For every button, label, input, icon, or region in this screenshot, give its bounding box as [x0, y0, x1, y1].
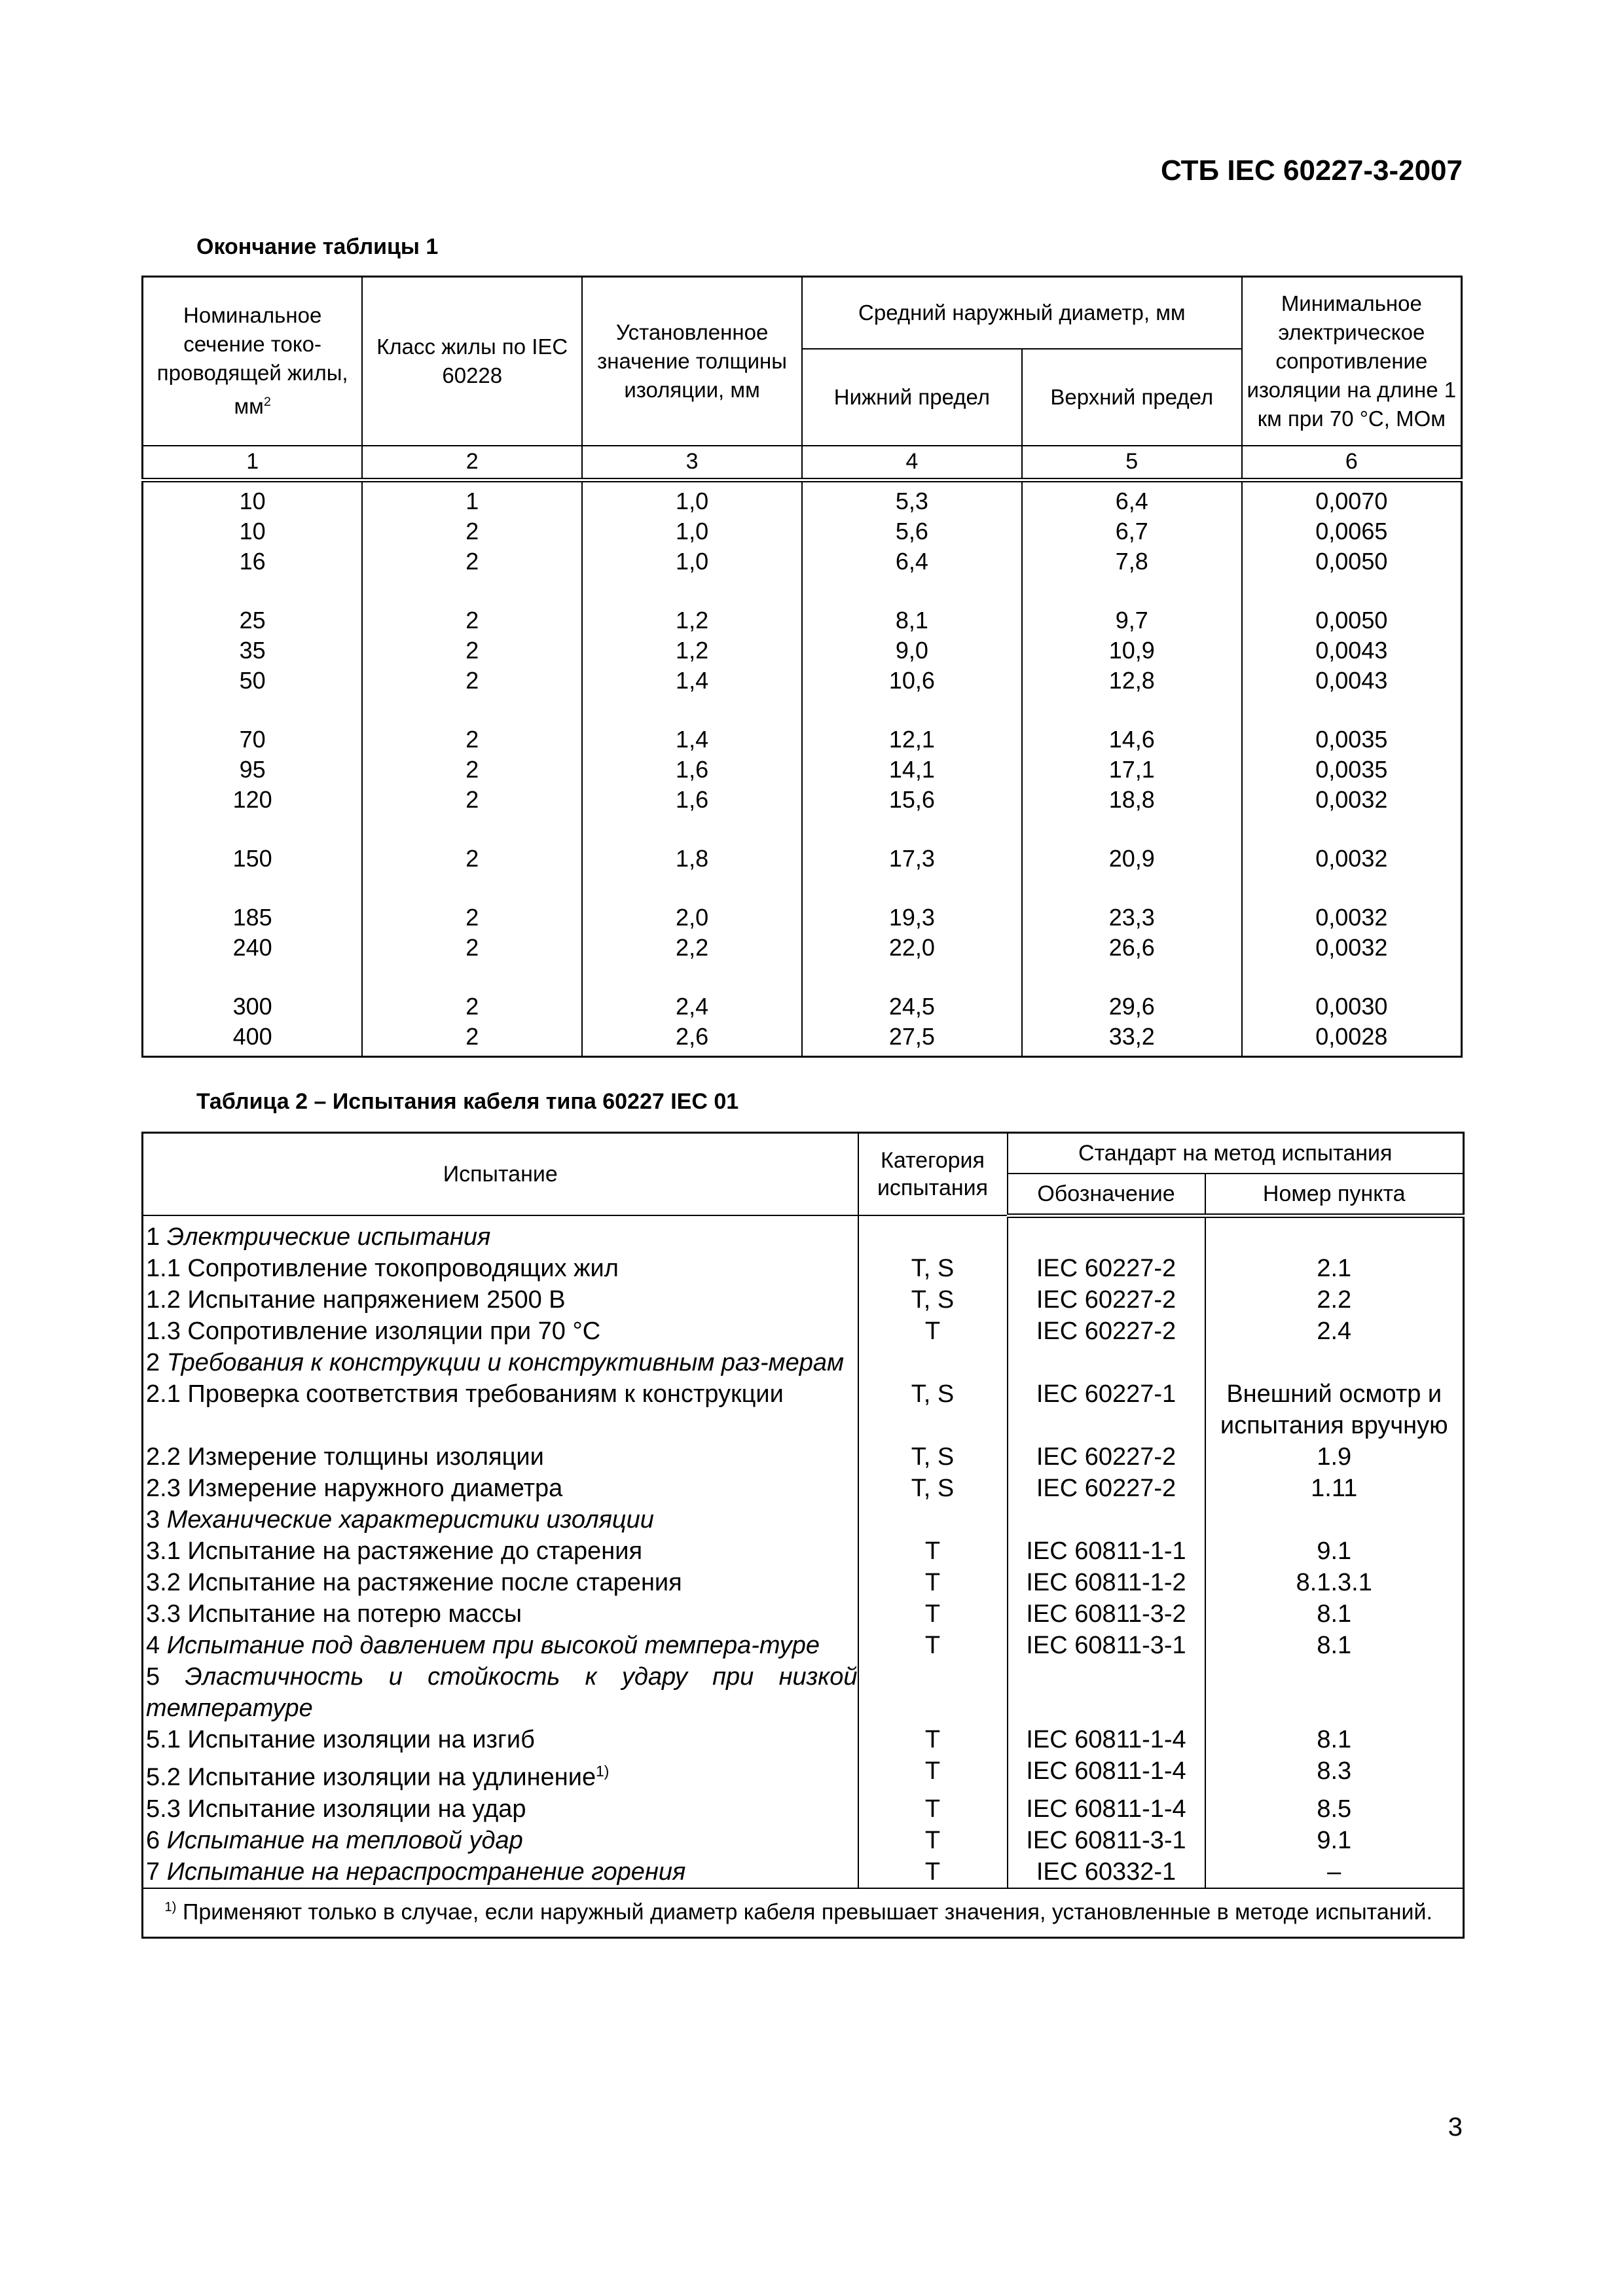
test-number: 5.2: [146, 1763, 181, 1791]
table-row: [143, 1473, 1464, 1504]
column-number: 2: [362, 446, 582, 480]
cell-conductor-class: 2: [362, 963, 582, 1022]
header-standard: Стандарт на метод испытания: [1008, 1133, 1464, 1174]
table-row: [143, 480, 1462, 516]
test-name: Механические характеристики изоляции: [166, 1506, 654, 1534]
cell-insulation-resistance: 0,0030: [1242, 963, 1462, 1022]
table-row: [143, 815, 1462, 874]
cell-conductor-class: 2: [362, 815, 582, 874]
cell-designation: [1008, 1661, 1205, 1724]
cell-conductor-class: 2: [362, 874, 582, 933]
cell-designation: IEC 60811-3-2: [1008, 1598, 1205, 1630]
cell-clause: 2.1: [1205, 1253, 1464, 1284]
table-row: [143, 1284, 1464, 1316]
header-conductor-class: Класс жилы по IEC 60228: [362, 277, 582, 446]
cell-insulation-resistance: 0,0050: [1242, 547, 1462, 577]
cell-lower-limit: 9,0: [802, 636, 1022, 666]
test-name: Сопротивление изоляции при 70 °С: [187, 1318, 601, 1345]
cell-insulation-thickness: 1,4: [582, 666, 802, 696]
cell-lower-limit: 14,1: [802, 755, 1022, 785]
cell-test: [143, 1598, 858, 1630]
cell-conductor-class: 2: [362, 577, 582, 636]
cell-test: [143, 1724, 858, 1755]
cell-conductor-class: 1: [362, 480, 582, 516]
column-numbers-row: [143, 446, 1462, 480]
table-row: [143, 963, 1462, 1022]
cell-category: T: [858, 1567, 1008, 1598]
cell-clause: –: [1205, 1856, 1464, 1888]
cell-lower-limit: 17,3: [802, 815, 1022, 874]
cell-category: T, S: [858, 1473, 1008, 1504]
table1-caption: Окончание таблицы 1: [196, 234, 439, 259]
cell-cross-section: 95: [143, 755, 363, 785]
cell-insulation-thickness: 2,4: [582, 963, 802, 1022]
cell-upper-limit: 17,1: [1022, 755, 1242, 785]
test-number: 3: [146, 1506, 160, 1534]
cell-cross-section: 10: [143, 516, 363, 547]
cell-designation: IEC 60227-2: [1008, 1316, 1205, 1347]
test-number: 3.2: [146, 1569, 181, 1596]
cell-insulation-thickness: 1,6: [582, 785, 802, 815]
test-name: Испытание на растяжение после старения: [187, 1569, 682, 1596]
cell-test: [143, 1347, 858, 1378]
column-number: 3: [582, 446, 802, 480]
cell-insulation-thickness: 2,6: [582, 1022, 802, 1057]
cell-conductor-class: 2: [362, 636, 582, 666]
cell-test: [143, 1473, 858, 1504]
footnote-ref: 1): [596, 1763, 610, 1780]
cell-test: [143, 1793, 858, 1825]
cell-lower-limit: 12,1: [802, 696, 1022, 755]
table-row: [143, 1793, 1464, 1825]
test-name: Испытание напряжением 2500 В: [187, 1286, 566, 1314]
test-number: 2.1: [146, 1380, 181, 1408]
test-name: Испытание под давлением при высокой темпера-туре: [166, 1632, 820, 1659]
cell-category: T, S: [858, 1441, 1008, 1473]
table-row: [143, 1504, 1464, 1535]
cell-clause: Внешний осмотр и испытания вручную: [1205, 1378, 1464, 1441]
cell-insulation-thickness: 1,0: [582, 480, 802, 516]
cell-designation: IEC 60811-1-4: [1008, 1755, 1205, 1793]
header-clause: Номер пункта: [1205, 1174, 1464, 1216]
test-number: 5.3: [146, 1795, 181, 1823]
cell-lower-limit: 10,6: [802, 666, 1022, 696]
table-row: [143, 1661, 1464, 1724]
cell-lower-limit: 8,1: [802, 577, 1022, 636]
cell-conductor-class: 2: [362, 547, 582, 577]
table-row: [143, 1825, 1464, 1856]
page-number: 3: [1448, 2113, 1463, 2142]
table-row: [143, 1347, 1464, 1378]
cell-test: [143, 1630, 858, 1661]
cell-clause: 8.1: [1205, 1724, 1464, 1755]
cell-upper-limit: 6,7: [1022, 516, 1242, 547]
test-name: Испытание изоляции на удлинение: [187, 1763, 596, 1791]
cell-designation: [1008, 1504, 1205, 1535]
table-row: [143, 933, 1462, 963]
test-number: 2.2: [146, 1443, 181, 1471]
header-insulation-resistance: Минимальное электрическое сопротивление изоляции на длине 1 км при 70 °С, МОм: [1242, 277, 1462, 446]
cell-insulation-thickness: 2,2: [582, 933, 802, 963]
column-number: 5: [1022, 446, 1242, 480]
cell-designation: IEC 60811-3-1: [1008, 1630, 1205, 1661]
cell-upper-limit: 33,2: [1022, 1022, 1242, 1057]
test-number: 5: [146, 1663, 160, 1691]
cell-insulation-thickness: 1,0: [582, 547, 802, 577]
test-name: Сопротивление токопроводящих жил: [187, 1255, 619, 1282]
cell-lower-limit: 19,3: [802, 874, 1022, 933]
cell-test: [143, 1316, 858, 1347]
table-row: [143, 666, 1462, 696]
cell-insulation-thickness: 1,8: [582, 815, 802, 874]
table-row: [143, 577, 1462, 636]
cell-lower-limit: 5,3: [802, 480, 1022, 516]
cell-category: T, S: [858, 1284, 1008, 1316]
cell-cross-section: 400: [143, 1022, 363, 1057]
cell-test: [143, 1378, 858, 1441]
header-designation: Обозначение: [1008, 1174, 1205, 1216]
test-number: 7: [146, 1857, 160, 1886]
cell-conductor-class: 2: [362, 1022, 582, 1057]
table-1: [141, 276, 1463, 1058]
cell-insulation-thickness: 1,0: [582, 516, 802, 547]
table-2: [141, 1132, 1465, 1939]
cell-category: T: [858, 1755, 1008, 1793]
cell-cross-section: 185: [143, 874, 363, 933]
cell-test: [143, 1535, 858, 1567]
header-lower-limit: Нижний предел: [802, 349, 1022, 446]
cell-designation: IEC 60811-1-4: [1008, 1724, 1205, 1755]
test-number: 5.1: [146, 1726, 181, 1753]
cell-test: [143, 1504, 858, 1535]
cell-cross-section: 240: [143, 933, 363, 963]
cell-insulation-thickness: 1,2: [582, 577, 802, 636]
table-row: [143, 1535, 1464, 1567]
cell-upper-limit: 29,6: [1022, 963, 1242, 1022]
cell-test: [143, 1567, 858, 1598]
cell-test: [143, 1755, 858, 1793]
test-name: Измерение толщины изоляции: [187, 1443, 544, 1471]
header-upper-limit: Верхний предел: [1022, 349, 1242, 446]
test-name: Испытание на нераспространение горения: [166, 1857, 686, 1886]
cell-cross-section: 70: [143, 696, 363, 755]
cell-clause: 2.2: [1205, 1284, 1464, 1316]
test-name: Проверка соответствия требованиям к конструкции: [187, 1380, 784, 1408]
cell-clause: [1205, 1347, 1464, 1378]
cell-upper-limit: 9,7: [1022, 577, 1242, 636]
cell-clause: 8.1.3.1: [1205, 1567, 1464, 1598]
table-row: [143, 1630, 1464, 1661]
cell-test: [143, 1856, 858, 1888]
table-row: [143, 516, 1462, 547]
cell-conductor-class: 2: [362, 785, 582, 815]
table-row: [143, 1316, 1464, 1347]
cell-insulation-resistance: 0,0065: [1242, 516, 1462, 547]
cell-upper-limit: 6,4: [1022, 480, 1242, 516]
table-row: [143, 696, 1462, 755]
cell-conductor-class: 2: [362, 696, 582, 755]
test-number: 6: [146, 1826, 160, 1854]
document-code: СТБ IEC 60227-3-2007: [1161, 154, 1463, 187]
table-row: [143, 1856, 1464, 1888]
header-category: Категория испытания: [858, 1133, 1008, 1216]
table-row: [143, 1215, 1464, 1253]
table-row: [143, 755, 1462, 785]
cell-clause: [1205, 1215, 1464, 1253]
cell-conductor-class: 2: [362, 666, 582, 696]
test-name: Эластичность и стойкость к удару при низкой температуре: [146, 1663, 858, 1722]
cell-test: [143, 1284, 858, 1316]
cell-insulation-thickness: 1,6: [582, 755, 802, 785]
cell-category: T, S: [858, 1378, 1008, 1441]
cell-cross-section: 300: [143, 963, 363, 1022]
test-name: Испытание изоляции на удар: [187, 1795, 526, 1823]
cell-test: [143, 1661, 858, 1724]
cell-clause: [1205, 1504, 1464, 1535]
column-number: 6: [1242, 446, 1462, 480]
test-name: Электрические испытания: [166, 1223, 491, 1251]
cell-clause: 8.3: [1205, 1755, 1464, 1793]
cell-upper-limit: 7,8: [1022, 547, 1242, 577]
cell-clause: 9.1: [1205, 1825, 1464, 1856]
cell-designation: IEC 60811-1-2: [1008, 1567, 1205, 1598]
cell-category: T: [858, 1856, 1008, 1888]
cell-lower-limit: 6,4: [802, 547, 1022, 577]
cell-designation: [1008, 1215, 1205, 1253]
cell-test: [143, 1215, 858, 1253]
table-row: [143, 547, 1462, 577]
cell-designation: IEC 60227-2: [1008, 1441, 1205, 1473]
footnote: [143, 1888, 1464, 1938]
table-row: [143, 1724, 1464, 1755]
cell-test: [143, 1441, 858, 1473]
cell-designation: IEC 60227-2: [1008, 1473, 1205, 1504]
test-number: 1.3: [146, 1318, 181, 1345]
cell-clause: 1.9: [1205, 1441, 1464, 1473]
table2-caption: Таблица 2 – Испытания кабеля типа 60227 IEC 01: [196, 1089, 739, 1114]
cell-category: T, S: [858, 1253, 1008, 1284]
cell-lower-limit: 24,5: [802, 963, 1022, 1022]
cell-lower-limit: 22,0: [802, 933, 1022, 963]
cell-cross-section: 10: [143, 480, 363, 516]
test-number: 1: [146, 1223, 160, 1251]
cell-cross-section: 16: [143, 547, 363, 577]
test-number: 3.1: [146, 1537, 181, 1565]
cell-category: [858, 1347, 1008, 1378]
cell-insulation-resistance: 0,0043: [1242, 666, 1462, 696]
table-row: [143, 1378, 1464, 1441]
cell-category: T: [858, 1316, 1008, 1347]
table-row: [143, 1441, 1464, 1473]
cell-insulation-resistance: 0,0050: [1242, 577, 1462, 636]
table-row: [143, 636, 1462, 666]
cell-category: [858, 1661, 1008, 1724]
cell-clause: 1.11: [1205, 1473, 1464, 1504]
test-number: 1.2: [146, 1286, 181, 1314]
cell-conductor-class: 2: [362, 516, 582, 547]
cell-clause: 2.4: [1205, 1316, 1464, 1347]
cell-designation: IEC 60811-3-1: [1008, 1825, 1205, 1856]
header-mean-diameter: Средний наружный диаметр, мм: [802, 277, 1242, 349]
cell-insulation-resistance: 0,0032: [1242, 785, 1462, 815]
header-cross-section: Номинальное сечение токо-проводящей жилы, $мм^2$: [143, 277, 363, 446]
cell-insulation-thickness: 1,2: [582, 636, 802, 666]
table-row: [143, 1253, 1464, 1284]
cell-upper-limit: 23,3: [1022, 874, 1242, 933]
test-name: Требования к конструкции и конструктивным раз-мерам: [166, 1349, 845, 1376]
cell-upper-limit: 10,9: [1022, 636, 1242, 666]
table-row: [143, 1022, 1462, 1057]
cell-insulation-resistance: 0,0043: [1242, 636, 1462, 666]
header-test: Испытание: [143, 1133, 858, 1216]
cell-designation: IEC 60332-1: [1008, 1856, 1205, 1888]
test-name: Испытание на потерю массы: [187, 1600, 522, 1628]
table-row: [143, 785, 1462, 815]
cell-designation: IEC 60227-1: [1008, 1378, 1205, 1441]
test-number: 3.3: [146, 1600, 181, 1628]
cell-insulation-resistance: 0,0035: [1242, 755, 1462, 785]
cell-cross-section: 120: [143, 785, 363, 815]
column-number: 1: [143, 446, 363, 480]
cell-cross-section: 50: [143, 666, 363, 696]
cell-clause: 8.5: [1205, 1793, 1464, 1825]
test-name: Испытание на растяжение до старения: [187, 1537, 643, 1565]
cell-category: [858, 1215, 1008, 1253]
test-name: Испытание изоляции на изгиб: [187, 1726, 535, 1753]
test-name: Испытание на тепловой удар: [166, 1826, 523, 1854]
cell-insulation-thickness: 1,4: [582, 696, 802, 755]
cell-category: T: [858, 1535, 1008, 1567]
footnote-text: Применяют только в случае, если наружный диаметр кабеля превышает значения, установленные в методе испытаний.: [182, 1899, 1432, 1924]
cell-category: T: [858, 1630, 1008, 1661]
cell-designation: IEC 60227-2: [1008, 1253, 1205, 1284]
cell-lower-limit: 27,5: [802, 1022, 1022, 1057]
test-number: 2: [146, 1349, 160, 1376]
cell-test: [143, 1825, 858, 1856]
cell-insulation-resistance: 0,0032: [1242, 815, 1462, 874]
cell-designation: IEC 60811-1-4: [1008, 1793, 1205, 1825]
cell-cross-section: 35: [143, 636, 363, 666]
cell-conductor-class: 2: [362, 933, 582, 963]
cell-upper-limit: 26,6: [1022, 933, 1242, 963]
cell-designation: IEC 60227-2: [1008, 1284, 1205, 1316]
cell-conductor-class: 2: [362, 755, 582, 785]
cell-designation: [1008, 1347, 1205, 1378]
cell-category: T: [858, 1724, 1008, 1755]
cell-cross-section: 25: [143, 577, 363, 636]
cell-clause: 8.1: [1205, 1598, 1464, 1630]
cell-insulation-resistance: 0,0032: [1242, 874, 1462, 933]
cell-clause: 9.1: [1205, 1535, 1464, 1567]
test-name: Измерение наружного диаметра: [187, 1475, 563, 1502]
cell-cross-section: 150: [143, 815, 363, 874]
cell-upper-limit: 18,8: [1022, 785, 1242, 815]
cell-insulation-resistance: 0,0028: [1242, 1022, 1462, 1057]
test-number: 1.1: [146, 1255, 181, 1282]
cell-insulation-thickness: 2,0: [582, 874, 802, 933]
test-number: 4: [146, 1632, 160, 1659]
column-number: 4: [802, 446, 1022, 480]
cell-clause: [1205, 1661, 1464, 1724]
cell-category: T: [858, 1793, 1008, 1825]
table-row: [143, 874, 1462, 933]
table-row: [143, 1567, 1464, 1598]
cell-upper-limit: 20,9: [1022, 815, 1242, 874]
cell-category: T: [858, 1825, 1008, 1856]
cell-upper-limit: 14,6: [1022, 696, 1242, 755]
header-insulation-thickness: Установленное значение толщины изоляции, мм: [582, 277, 802, 446]
cell-insulation-resistance: 0,0032: [1242, 933, 1462, 963]
cell-lower-limit: 15,6: [802, 785, 1022, 815]
table-row: [143, 1598, 1464, 1630]
cell-clause: 8.1: [1205, 1630, 1464, 1661]
cell-category: T: [858, 1598, 1008, 1630]
cell-insulation-resistance: 0,0070: [1242, 480, 1462, 516]
cell-test: [143, 1253, 858, 1284]
cell-category: [858, 1504, 1008, 1535]
cell-designation: IEC 60811-1-1: [1008, 1535, 1205, 1567]
cell-lower-limit: 5,6: [802, 516, 1022, 547]
cell-upper-limit: 12,8: [1022, 666, 1242, 696]
footnote-row: [143, 1888, 1464, 1938]
table-row: [143, 1755, 1464, 1793]
cell-insulation-resistance: 0,0035: [1242, 696, 1462, 755]
test-number: 2.3: [146, 1475, 181, 1502]
footnote-mark: 1): [164, 1899, 177, 1914]
